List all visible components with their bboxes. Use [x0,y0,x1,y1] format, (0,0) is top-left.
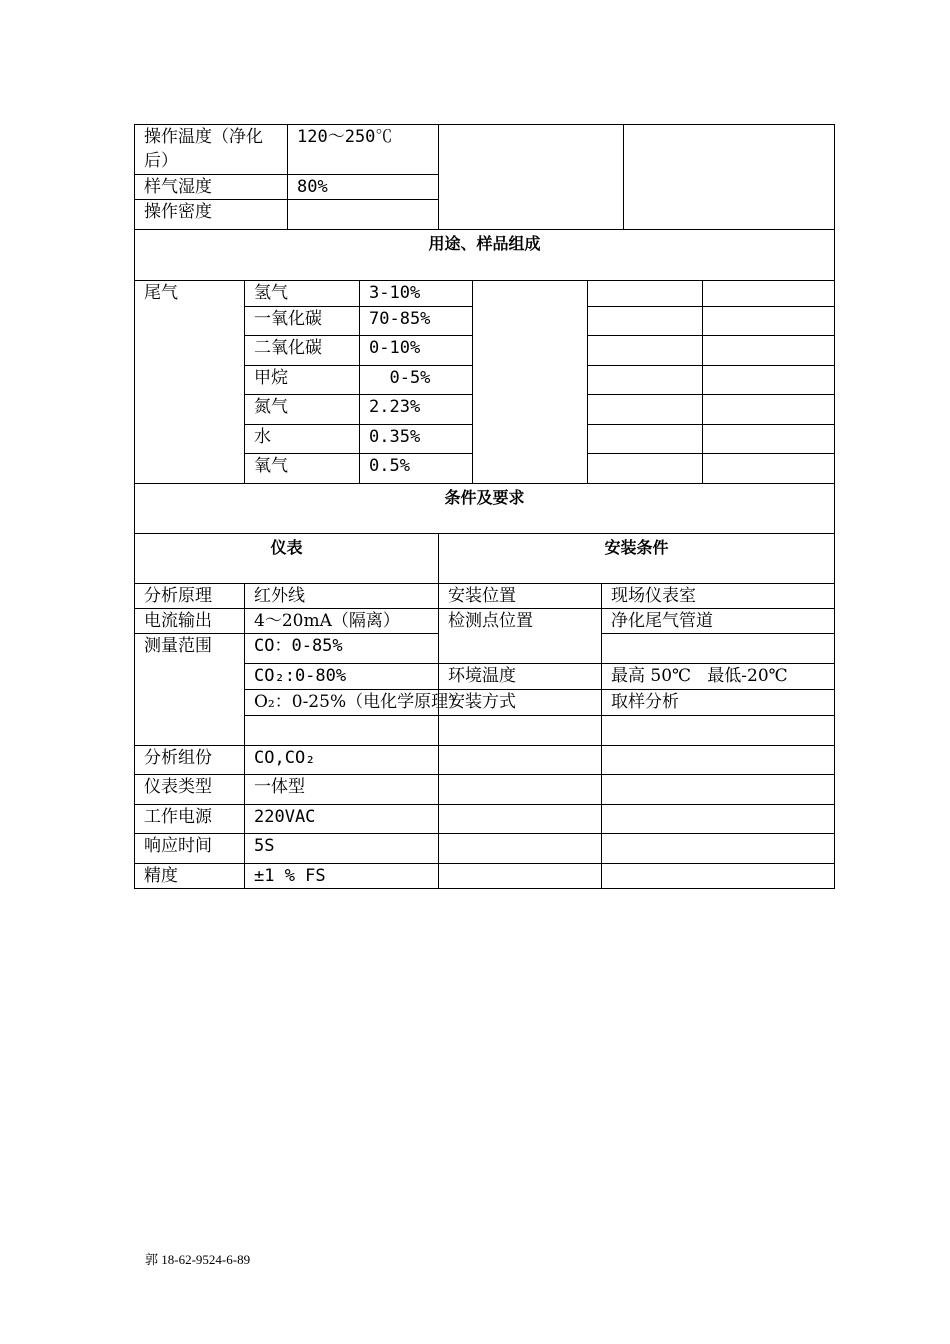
component-value: 3-10% [360,281,473,307]
humidity-label: 样气湿度 [135,175,288,200]
component-value: 0.35% [360,425,473,454]
empty-cell [703,425,835,454]
component-name: 水 [245,425,360,454]
composition-table [134,280,835,484]
accuracy-label: 精度 [135,864,245,889]
density-label: 操作密度 [135,200,288,230]
empty-cell [588,395,703,425]
footer-text: 郭 18-62-9524-6-89 [145,1252,251,1267]
empty-cell [602,716,835,746]
empty-cell [602,864,835,889]
operating-conditions-table [134,124,835,281]
empty-cell [588,281,703,307]
empty-cell [602,775,835,805]
component-value: 0.5% [360,454,473,484]
empty-cell [245,716,439,746]
range-label: 测量范围 [135,634,245,746]
op-temp-value: 120～250℃ [288,125,439,175]
component-value: 70-85% [360,307,473,336]
empty-cell [588,307,703,336]
response-label: 响应时间 [135,834,245,864]
component-value: 2.23% [360,395,473,425]
empty-cell [703,395,835,425]
point-label: 检测点位置 [439,609,602,664]
component-label: 分析组份 [135,746,245,775]
location-label: 安装位置 [439,584,602,609]
empty-cell [439,805,602,834]
point-value: 净化尾气管道 [602,609,835,634]
range-co2: CO₂:0-80% [245,664,439,690]
component-name: 甲烷 [245,366,360,395]
env-temp-value: 最高 50℃ 最低-20℃ [602,664,835,690]
output-value: 4～20mA（隔离） [245,609,439,634]
component-name: 二氧化碳 [245,336,360,366]
power-label: 工作电源 [135,805,245,834]
env-temp-label: 环境温度 [439,664,602,690]
component-value: 0-10% [360,336,473,366]
empty-cell [439,716,602,746]
method-value: 取样分析 [602,690,835,716]
location-value: 现场仪表室 [602,584,835,609]
power-value: 220VAC [245,805,439,834]
empty-cell [588,454,703,484]
component-name: 氧气 [245,454,360,484]
density-value [288,200,439,230]
empty-cell [439,775,602,805]
conditions-table [134,483,835,889]
empty-cell [602,746,835,775]
component-value: 0-5% [360,366,473,395]
range-co: CO：0-85% [245,634,439,664]
output-label: 电流输出 [135,609,245,634]
principle-label: 分析原理 [135,584,245,609]
empty-cell [602,834,835,864]
empty-cell [588,336,703,366]
instrument-heading: 仪表 [135,534,439,584]
empty-cell [439,125,624,230]
install-heading: 安装条件 [439,534,835,584]
conditions-heading: 条件及要求 [135,484,835,534]
usage-heading: 用途、样品组成 [135,230,835,281]
type-label: 仪表类型 [135,775,245,805]
empty-cell [703,336,835,366]
empty-cell [624,125,835,230]
empty-cell [703,281,835,307]
empty-cell [439,864,602,889]
empty-cell [703,307,835,336]
empty-cell [439,746,602,775]
empty-cell [473,281,588,484]
range-o2: O₂：0-25%（电化学原理） [245,690,439,716]
component-name: 一氧化碳 [245,307,360,336]
empty-cell [602,634,835,664]
component-name: 氢气 [245,281,360,307]
accuracy-value: ±1 % FS [245,864,439,889]
principle-value: 红外线 [245,584,439,609]
humidity-value: 80% [288,175,439,200]
empty-cell [703,366,835,395]
type-value: 一体型 [245,775,439,805]
empty-cell [588,366,703,395]
component-name: 氮气 [245,395,360,425]
empty-cell [588,425,703,454]
empty-cell [602,805,835,834]
empty-cell [703,454,835,484]
response-value: 5S [245,834,439,864]
method-label: 安装方式 [439,690,602,716]
component-value: CO,CO₂ [245,746,439,775]
op-temp-label: 操作温度（净化后） [135,125,288,175]
empty-cell [439,834,602,864]
tail-gas-label: 尾气 [135,281,245,484]
